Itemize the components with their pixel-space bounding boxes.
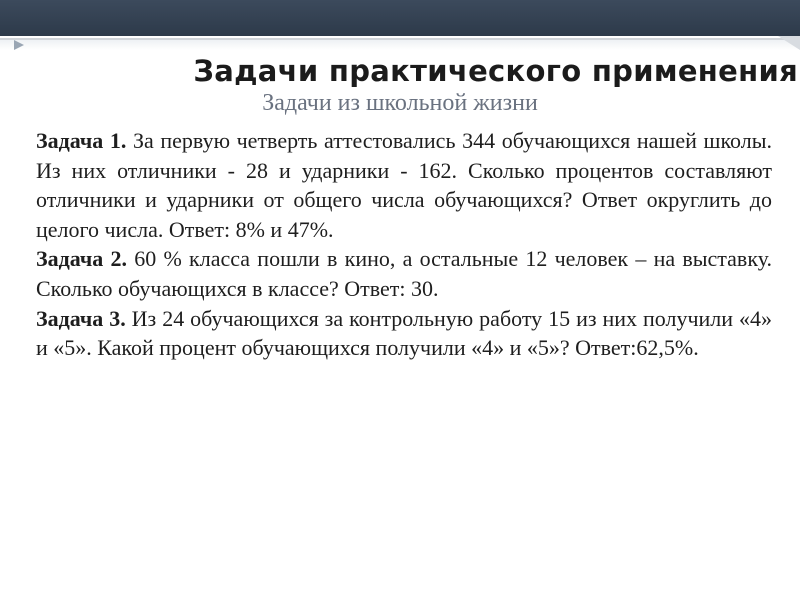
- task-1-label: Задача 1.: [36, 128, 127, 153]
- task-2-text: 60 % класса пошли в кино, а остальные 12 человек – на выставку. Сколько обучающихся в классе? Ответ: 30.: [36, 246, 772, 301]
- task-3-label: Задача 3.: [36, 305, 126, 331]
- slide-subtitle: Задачи из школьной жизни: [262, 90, 538, 116]
- header-bar: [0, 0, 800, 36]
- task-2-label: Задача 2.: [36, 246, 128, 272]
- task-1-text: За первую четверть аттестовались 344 обучающихся нашей школы. Из них отличники - 28 и ударники - 162. Сколько процентов составляют отличники и ударники от общего числа обучающихся? Ответ округлить до целого числа. Ответ: 8% и 47%.: [36, 128, 772, 242]
- tasks-body: [36, 126, 772, 363]
- arrow-marker-icon: [14, 40, 30, 50]
- header-shadow: [0, 40, 800, 50]
- task-3: [36, 304, 772, 363]
- slide-title: Задачи практического применения: [193, 54, 798, 88]
- task-2: [36, 244, 772, 303]
- task-3-text: Из 24 обучающихся за контрольную работу 15 из них получили «4» и «5». Какой процент обучающихся получили «4» и «5»? Ответ:62,5%.: [36, 305, 772, 361]
- task-1: [36, 126, 772, 244]
